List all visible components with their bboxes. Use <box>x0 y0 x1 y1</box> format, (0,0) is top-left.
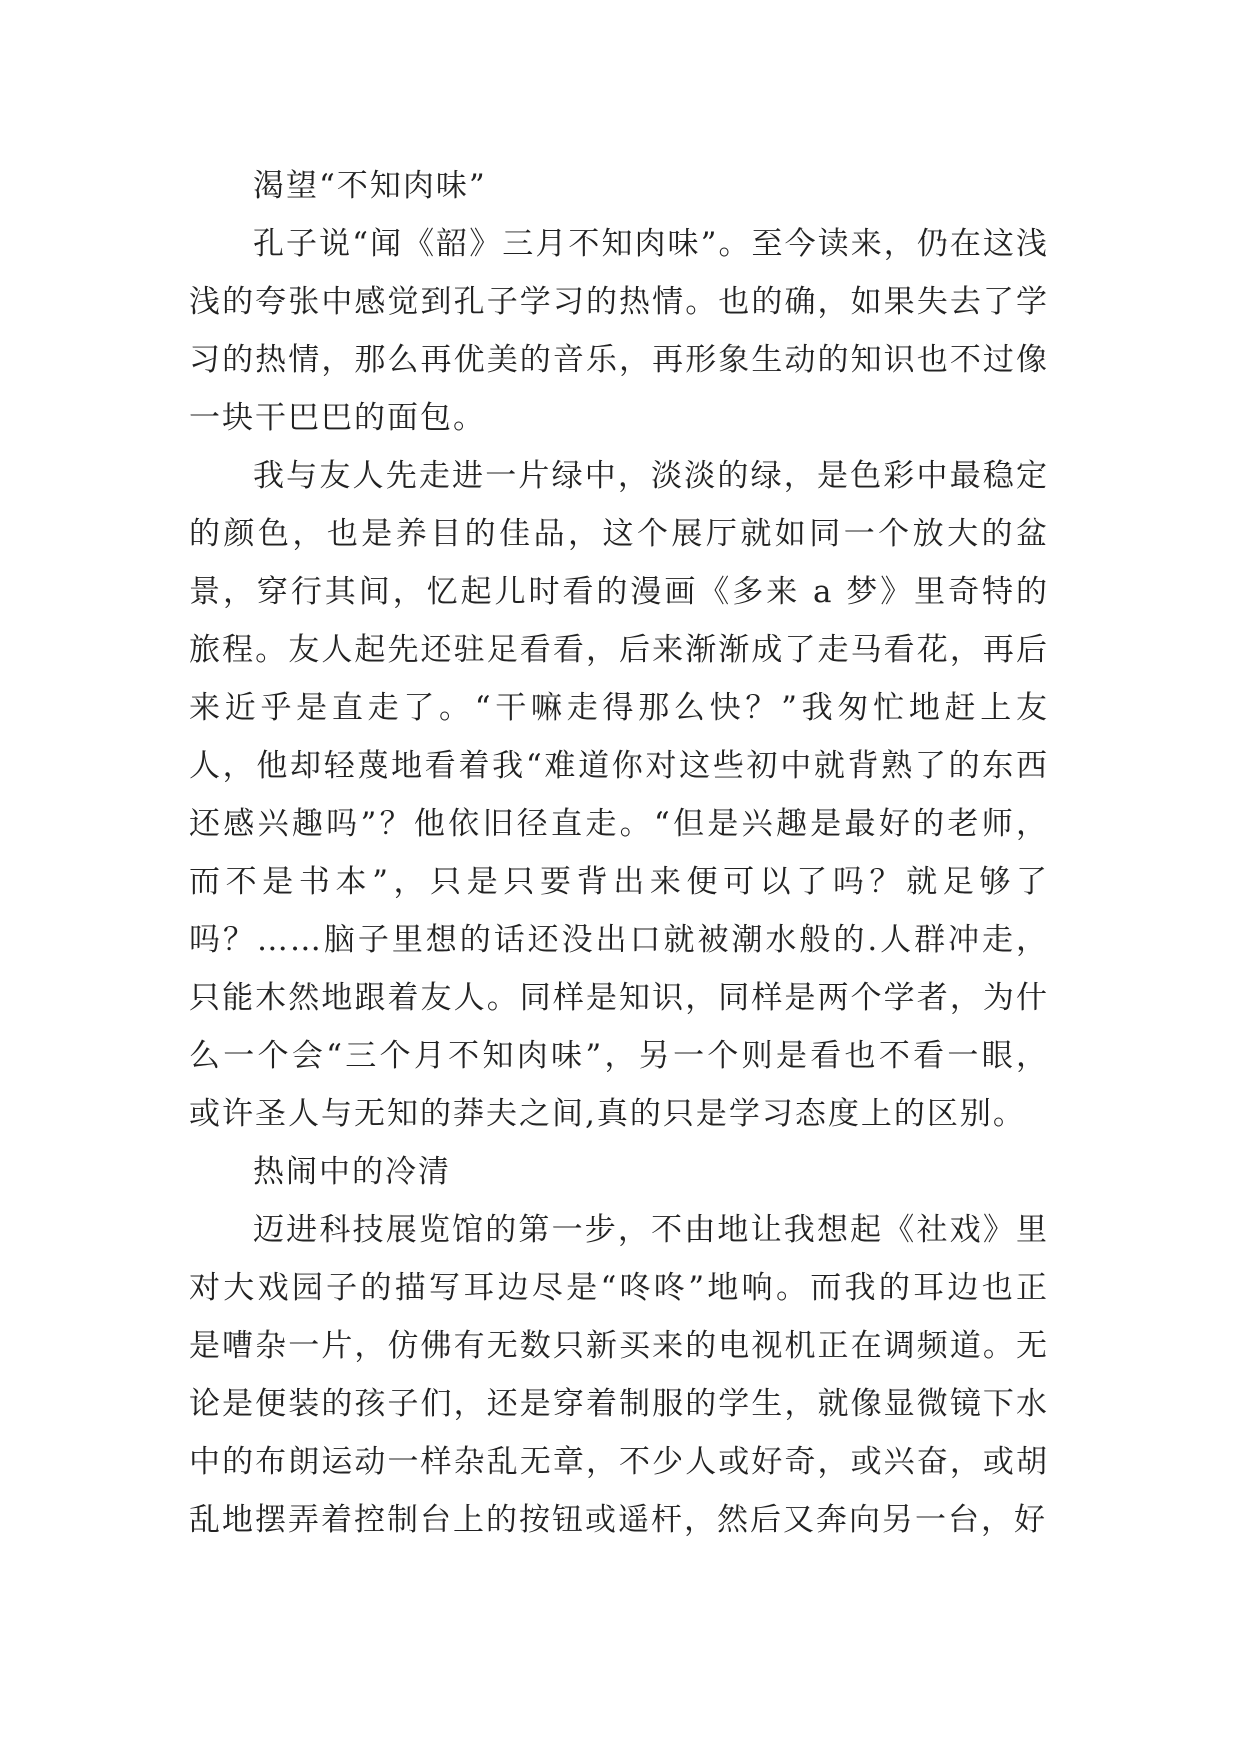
text-column <box>189 157 1049 1549</box>
paragraph-green-hall: 我与友人先走进一片绿中，淡淡的绿，是色彩中最稳定的颜色，也是养目的佳品，这个展厅就如同一个放大的盆景，穿行其间，忆起儿时看的漫画《多来 a 梦》里奇特的旅程。友人起先还驻足看看，后来渐渐成了走马看花，再后来近乎是直走了。“干嘛走得那么快？”我匆忙地赶上友人，他却轻蔑地看着我“难道你对这些初中就背熟了的东西还感兴趣吗”？他依旧径直走。“但是兴趣是最好的老师，而不是书本”，只是只要背出来便可以了吗？就足够了吗？……脑子里想的话还没出口就被潮水般的.人群冲走，只能木然地跟着友人。同样是知识，同样是两个学者，为什么一个会“三个月不知肉味”，另一个则是看也不看一眼，或许圣人与无知的莽夫之间,真的只是学习态度上的区别。 <box>189 458 1049 1132</box>
section-heading-2: 热闹中的冷清 <box>253 1154 451 1190</box>
paragraph-tech-exhibition: 迈进科技展览馆的第一步，不由地让我想起《社戏》里对大戏园子的描写耳边尽是“咚咚”地响。而我的耳边也正是嘈杂一片，仿佛有无数只新买来的电视机正在调频道。无论是便装的孩子们，还是穿着制服的学生，就像显微镜下水中的布朗运动一样杂乱无章，不少人或好奇，或兴奋，或胡乱地摆弄着控制台上的按钮或遥杆，然后又奔向另一台，好 <box>189 1212 1049 1538</box>
paragraph-confucius-quote: 孔子说“闻《韶》三月不知肉味”。至今读来，仍在这浅浅的夸张中感觉到孔子学习的热情。也的确，如果失去了学习的热情，那么再优美的音乐，再形象生动的知识也不过像一块干巴巴的面包。 <box>189 226 1049 436</box>
section-heading-1: 渴望“不知肉味” <box>253 168 487 204</box>
